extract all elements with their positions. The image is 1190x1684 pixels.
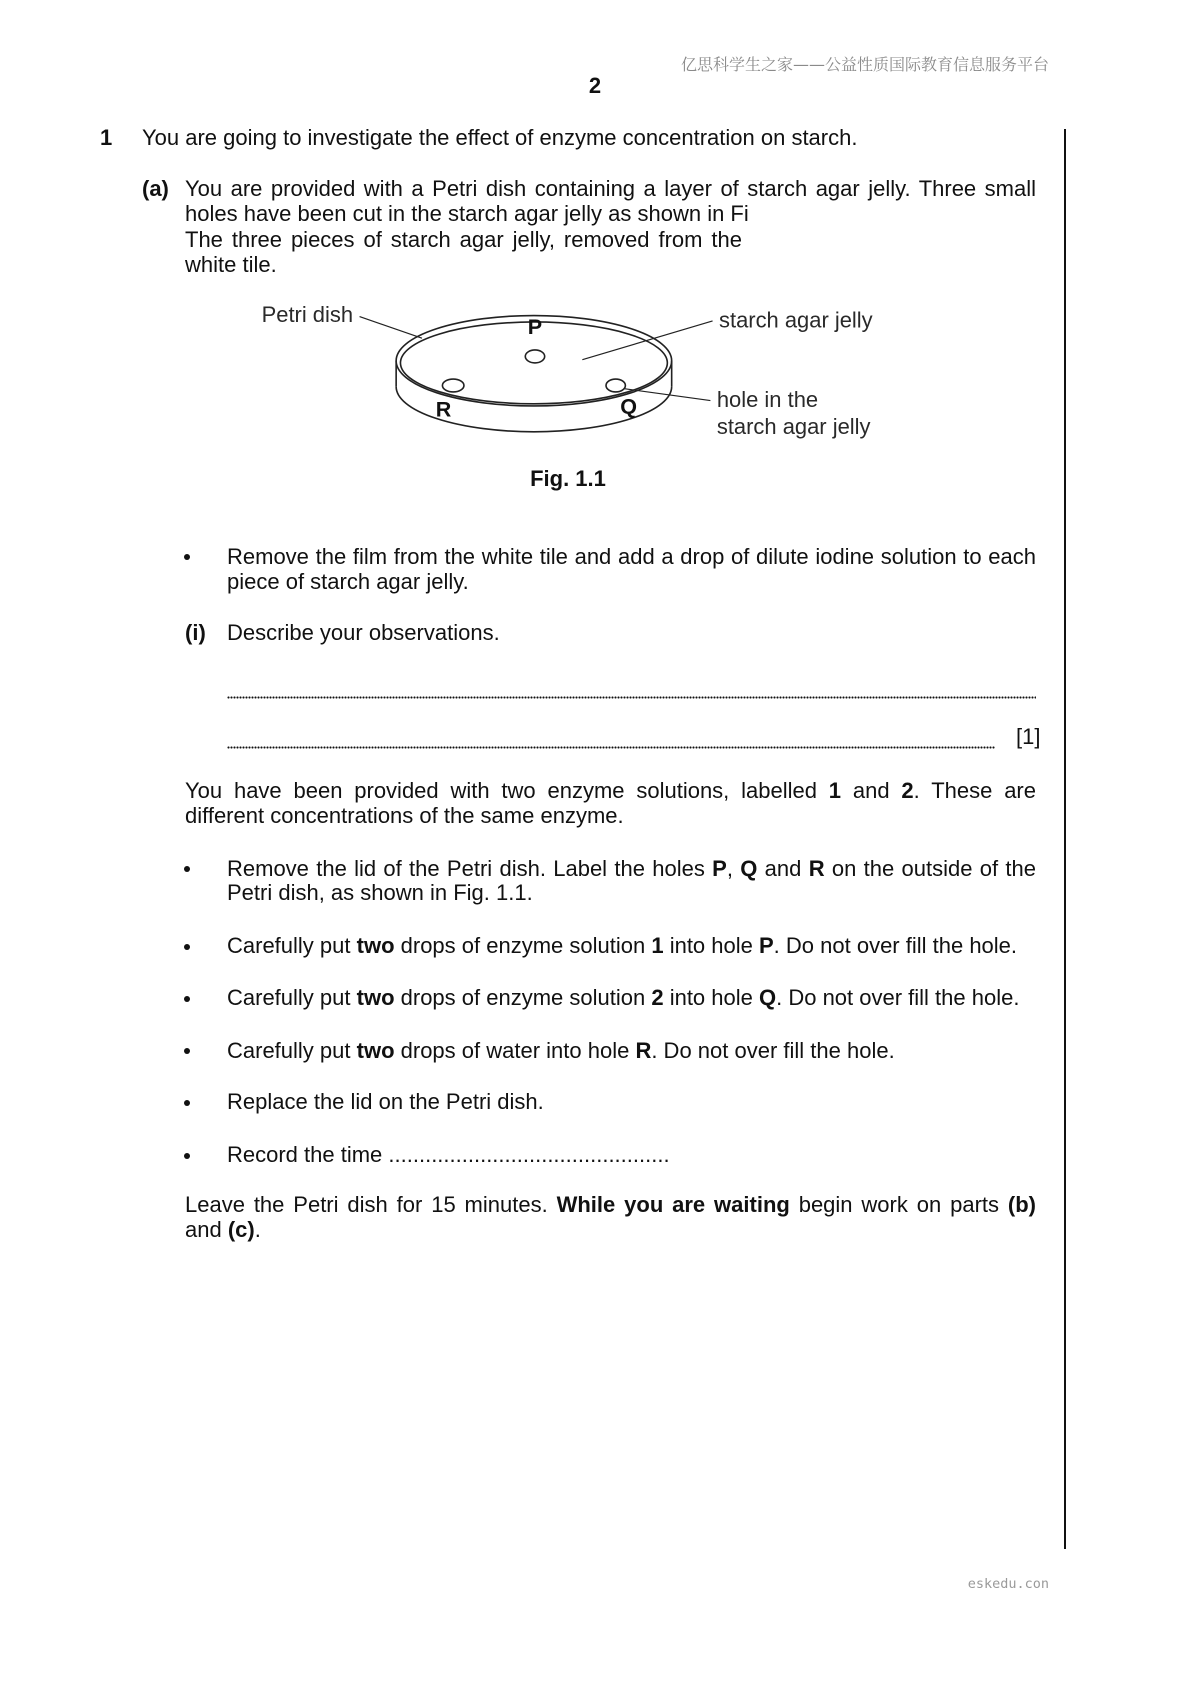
emphasis-while-waiting: While you are waiting xyxy=(556,1192,790,1218)
label-petri-dish: Petri dish xyxy=(261,301,354,327)
text-segment: and xyxy=(841,778,902,803)
text-segment: into hole xyxy=(663,933,759,958)
text-segment: on the outside of the xyxy=(824,855,1036,881)
text-segment: into hole xyxy=(663,984,759,1010)
sub-question-i-label: (i) xyxy=(185,620,206,645)
part-a-intro-line-3: The three pieces of starch agar jelly, removed from the xyxy=(185,226,742,252)
text-segment: . Do not over fill the hole. xyxy=(773,933,1018,958)
text-segment: Carefully put xyxy=(227,933,357,958)
solution-2-label: 2 xyxy=(651,984,664,1010)
marks-allocation: [1] xyxy=(1016,724,1041,749)
label-hole-q: Q xyxy=(620,394,637,419)
text-segment: and xyxy=(757,855,809,881)
bullet-icon xyxy=(184,866,190,872)
sub-question-i-prompt: Describe your observations. xyxy=(227,620,500,645)
label-starch-agar-jelly: starch agar jelly xyxy=(719,307,873,333)
text-segment: . These are xyxy=(913,778,1036,803)
solution-2-label: 2 xyxy=(901,778,914,803)
step-solution-1 xyxy=(227,933,1017,959)
solution-1-label: 1 xyxy=(828,778,842,803)
wait-note-line-1 xyxy=(185,1192,1036,1218)
petri-dish-figure xyxy=(253,296,888,447)
figure-caption: Fig. 1.1 xyxy=(530,466,606,491)
part-a-intro-line-4: white tile. xyxy=(185,252,277,277)
emphasis-two: two xyxy=(356,1037,395,1063)
label-hole-p: P xyxy=(527,314,543,339)
step-water xyxy=(227,1038,895,1064)
step-label-holes-line-2: Petri dish, as shown in Fig. 1.1. xyxy=(227,880,533,906)
bullet-icon xyxy=(184,996,190,1002)
emphasis-two: two xyxy=(356,984,395,1010)
text-segment: Leave the Petri dish for 15 minutes. xyxy=(185,1192,557,1218)
page-number: 2 xyxy=(588,73,602,98)
solution-1-label: 1 xyxy=(651,933,664,958)
question-number: 1 xyxy=(100,125,113,150)
part-b-reference: (b) xyxy=(1007,1192,1036,1218)
text-segment: drops of enzyme solution xyxy=(394,984,652,1010)
bullet-icon xyxy=(184,1048,190,1054)
enzyme-intro-line-2: different concentrations of the same enzyme. xyxy=(185,803,624,828)
hole-label-r: R xyxy=(808,855,825,881)
margin-rule xyxy=(1064,129,1066,1549)
hole-label-r: R xyxy=(635,1037,652,1063)
label-hole-line-1: hole in the xyxy=(716,387,819,413)
bullet-icon xyxy=(184,1100,190,1106)
step-replace-lid: Replace the lid on the Petri dish. xyxy=(227,1089,544,1114)
text-segment: . xyxy=(254,1217,261,1243)
text-segment: Remove the lid of the Petri dish. Label the holes xyxy=(227,855,713,881)
enzyme-intro-line-1 xyxy=(185,778,1036,804)
question-stem: You are going to investigate the effect of enzyme concentration on starch. xyxy=(142,125,858,150)
text-segment: Carefully put xyxy=(227,984,357,1010)
footer-site: eskedu.con xyxy=(967,1576,1049,1592)
text-segment: You have been provided with two enzyme solutions, labelled xyxy=(185,778,829,803)
part-a-intro-line-1: You are provided with a Petri dish containing a layer of starch agar jelly. Three small xyxy=(185,175,1036,201)
text-segment: , xyxy=(726,855,741,881)
part-a-intro-line-2: holes have been cut in the starch agar jelly as shown in Fi xyxy=(185,201,749,226)
part-c-reference: (c) xyxy=(227,1217,255,1243)
wait-note-line-2 xyxy=(185,1217,261,1243)
hole-label-q: Q xyxy=(758,984,777,1010)
text-segment: . Do not over fill the hole. xyxy=(651,1037,895,1063)
hole-p xyxy=(525,350,544,363)
hole-r xyxy=(442,379,464,392)
hole-label-p: P xyxy=(758,933,774,958)
iodine-step-line-2: piece of starch agar jelly. xyxy=(227,569,469,594)
hole-label-p: P xyxy=(712,855,727,881)
label-hole-line-2: starch agar jelly xyxy=(716,413,871,439)
text-segment: Carefully put xyxy=(227,1037,357,1063)
step-record-time: Record the time .............................................. xyxy=(227,1141,670,1167)
iodine-step-line-1: Remove the film from the white tile and add a drop of dilute iodine solution to each xyxy=(227,543,1036,569)
text-segment: . Do not over fill the hole. xyxy=(776,984,1020,1010)
hole-q xyxy=(606,379,625,392)
header-watermark: 亿思科学生之家——公益性质国际教育信息服务平台 xyxy=(680,55,1049,74)
leader-line-starch-agar xyxy=(582,321,712,360)
bullet-icon xyxy=(184,944,190,950)
part-a-label: (a) xyxy=(142,175,169,201)
emphasis-two: two xyxy=(356,933,395,958)
step-solution-2 xyxy=(227,985,1019,1011)
step-label-holes-line-1 xyxy=(227,856,1036,882)
text-segment: and xyxy=(185,1217,228,1243)
bullet-icon xyxy=(184,554,190,560)
answer-line xyxy=(227,746,995,749)
leader-line-petri-dish xyxy=(360,317,422,339)
hole-label-q: Q xyxy=(740,855,758,881)
text-segment: drops of enzyme solution xyxy=(394,933,652,958)
text-segment: begin work on parts xyxy=(789,1192,1008,1218)
bullet-icon xyxy=(184,1153,190,1159)
answer-line xyxy=(227,696,1036,699)
text-segment: drops of water into hole xyxy=(394,1037,636,1063)
label-hole-r: R xyxy=(435,397,452,422)
